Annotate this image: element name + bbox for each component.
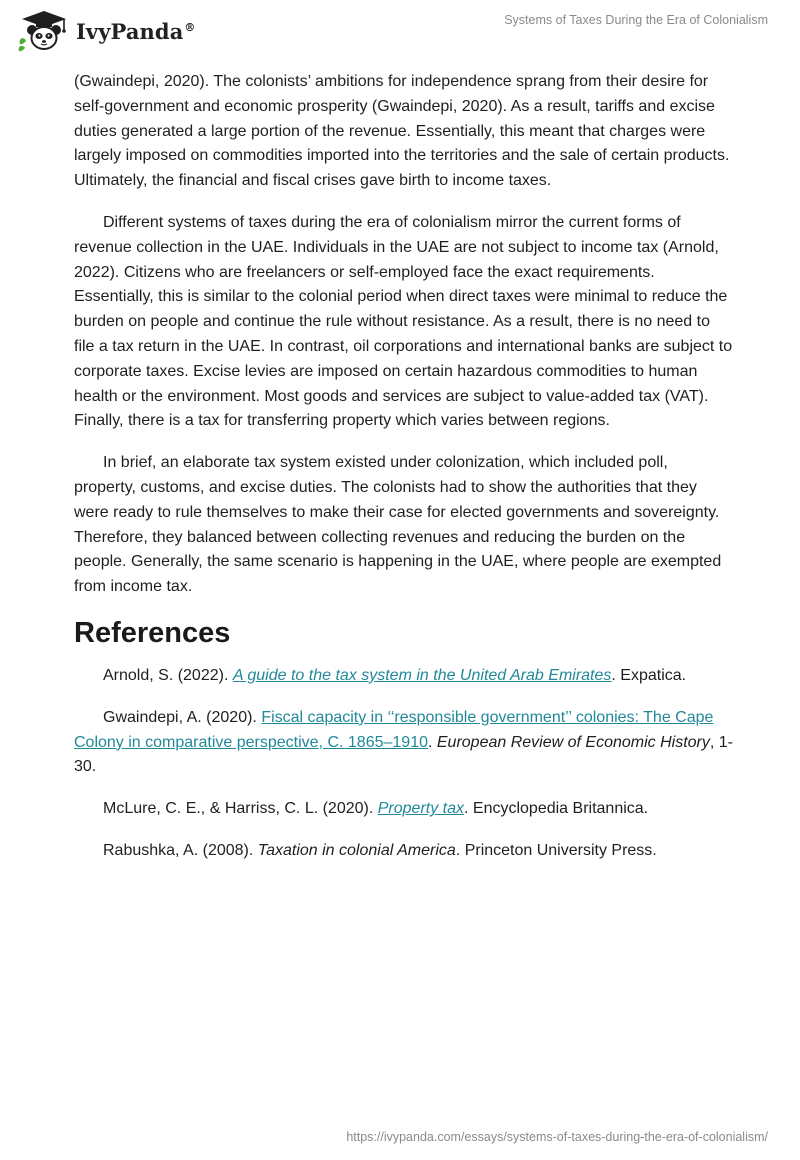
reference-link-gwaindepi[interactable]: Fiscal capacity in ‘‘responsible government’’ colonies: The Cape Colony in comparative perspective, C. 1865–1910 (74, 708, 714, 751)
reference-link-arnold[interactable]: A guide to the tax system in the United Arab Emirates (232, 666, 612, 684)
essay-content (74, 70, 734, 881)
document-title: Systems of Taxes During the Era of Colonialism (504, 13, 768, 27)
reference-item-gwaindepi: Gwaindepi, A. (2020). Fiscal capacity in ‘‘responsible government’’ colonies: The Cape Colony in comparative perspective, C. 1865–1910. European Review of Economic History, 1-30. (74, 708, 734, 776)
reference-link-mclure[interactable]: Property tax (377, 800, 465, 818)
reference-item-arnold: Arnold, S. (2022). A guide to the tax system in the United Arab Emirates. Expatica. (103, 666, 687, 684)
body-paragraph-3: In brief, an elaborate tax system existed under colonization, which included poll, property, customs, and excise duties. The colonists had to show the authorities that they were ready to rule themselves to make their case for elected governments and sovereignty. Therefore, they balanced between collecting revenues and reducing the burden on the people. Generally, the same scenario is happening in the UAE, where people are exempted from income tax. (74, 454, 722, 596)
journal-title: European Review of Economic History (436, 733, 710, 751)
registered-mark: ® (184, 20, 196, 34)
reference-item-rabushka: Rabushka, A. (2008). Taxation in colonial America. Princeton University Press. (103, 841, 657, 859)
book-title: Taxation in colonial America (257, 841, 456, 859)
reference-item-mclure: McLure, C. E., & Harriss, C. L. (2020). Property tax. Encyclopedia Britannica. (103, 800, 649, 818)
panda-graduate-icon (14, 8, 74, 54)
page-header (0, 0, 800, 62)
references-heading: References (74, 616, 231, 649)
brand-name: IvyPanda® (76, 18, 196, 44)
body-paragraph-2: Different systems of taxes during the era of colonialism mirror the current forms of revenue collection in the UAE. Individuals in the UAE are not subject to income tax (Arnold, 2022). Citizens who are freelancers or self-employed face the exact requirements. Essentially, this is similar to the colonial period when direct taxes were minimal to reduce the burden on people and continue the rule without resistance. As a result, there is no need to file a tax return in the UAE. In contrast, oil corporations and international banks are subject to corporate taxes. Excise levies are imposed on certain hazardous commodities to human health or the environment. Most goods and services are subject to value-added tax (VAT). Finally, there is a tax for transferring property which varies between regions. (74, 213, 733, 430)
ivypanda-logo[interactable] (14, 8, 196, 54)
body-paragraph-1: (Gwaindepi, 2020). The colonists’ ambitions for independence sprang from their desire for self-government and economic prosperity (Gwaindepi, 2020). As a result, tariffs and excise duties generated a large portion of the revenue. Essentially, this meant that charges were largely imposed on commodities imported into the territories and the sale of certain products. Ultimately, the financial and fiscal crises gave birth to income taxes. (74, 73, 730, 190)
page-url: https://ivypanda.com/essays/systems-of-taxes-during-the-era-of-colonialism/ (346, 1130, 768, 1144)
